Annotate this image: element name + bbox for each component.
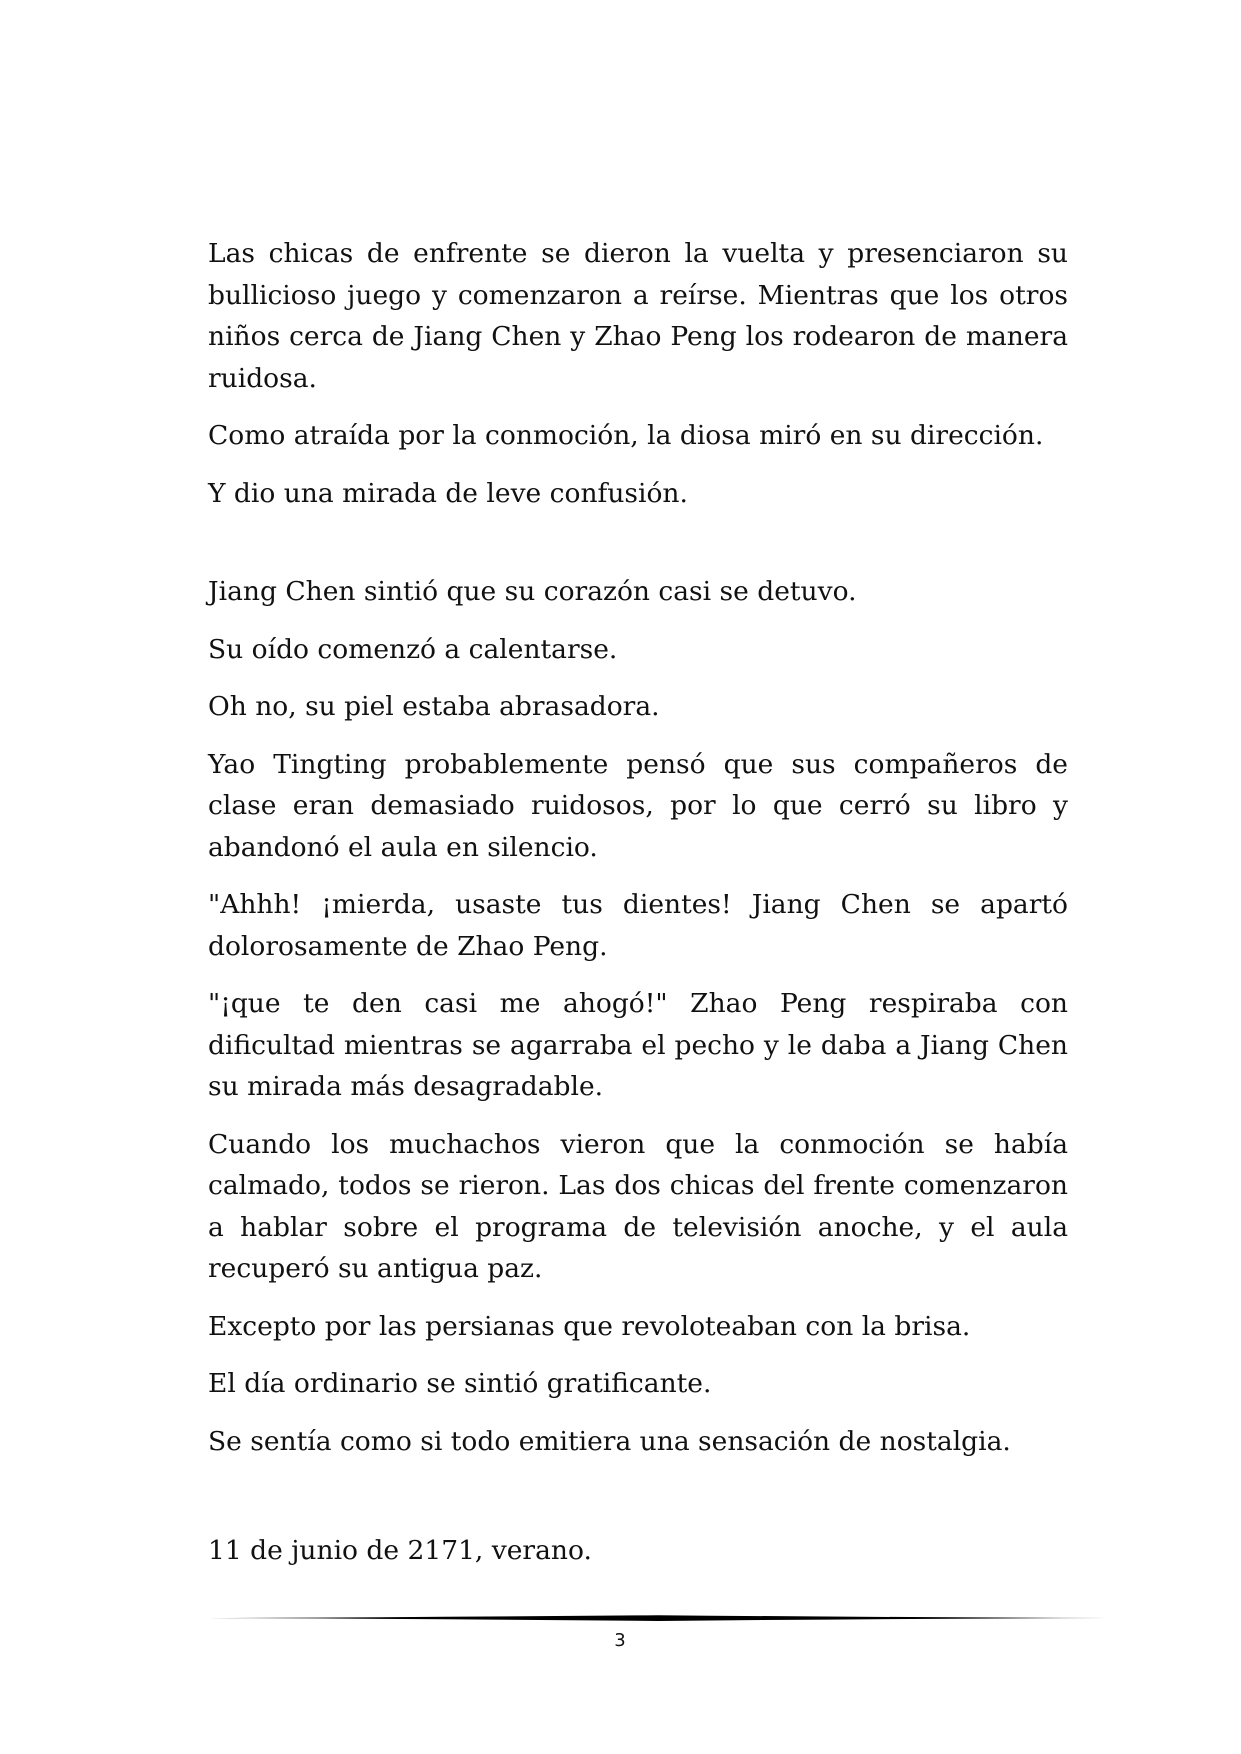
section-break	[208, 1478, 1068, 1530]
section-break	[208, 530, 1068, 571]
paragraph: Cuando los muchachos vieron que la conmoción se había calmado, todos se rieron. Las dos chicas del frente comenzaron a hablar sobre el programa de televisión anoche, y el aula recuperó su antigua paz.	[208, 1128, 1068, 1284]
footer-rule-shape	[208, 1615, 1108, 1621]
footer-rule	[208, 1611, 1108, 1625]
paragraph: Como atraída por la conmoción, la diosa miró en su dirección.	[208, 420, 1044, 451]
paragraph: Excepto por las persianas que revoloteaban con la brisa.	[208, 1310, 971, 1342]
paragraph: Las chicas de enfrente se dieron la vuelta y presenciaron su bullicioso juego y comenzaron a reírse. Mientras que los otros niños cerca de Jiang Chen y Zhao Peng los rodearon de manera ruidosa.	[208, 238, 1068, 394]
paragraph: Su oído comenzó a calentarse.	[208, 633, 618, 665]
paragraph: "Ahhh! ¡mierda, usaste tus dientes! Jiang Chen se apartó dolorosamente de Zhao Peng.	[208, 889, 1068, 962]
page-number: 3	[614, 1630, 626, 1651]
paragraph: Jiang Chen sintió que su corazón casi se detuvo.	[208, 576, 857, 607]
date-line: 11 de junio de 2171, verano.	[208, 1535, 592, 1566]
paragraph: Oh no, su piel estaba abrasadora.	[208, 691, 660, 722]
paragraph: El día ordinario se sintió gratificante.	[208, 1368, 712, 1399]
paragraph: "¡que te den casi me ahogó!" Zhao Peng respiraba con dificultad mientras se agarraba el pecho y le daba a Jiang Chen su mirada más desagradable.	[208, 988, 1068, 1102]
paragraph: Se sentía como si todo emitiera una sensación de nostalgia.	[208, 1425, 1011, 1457]
paragraph: Yao Tingting probablemente pensó que sus compañeros de clase eran demasiado ruidosos, por lo que cerró su libro y abandonó el aula en silencio.	[208, 748, 1068, 863]
body-text	[208, 233, 1068, 1588]
paragraph: Y dio una mirada de leve confusión.	[208, 477, 688, 509]
